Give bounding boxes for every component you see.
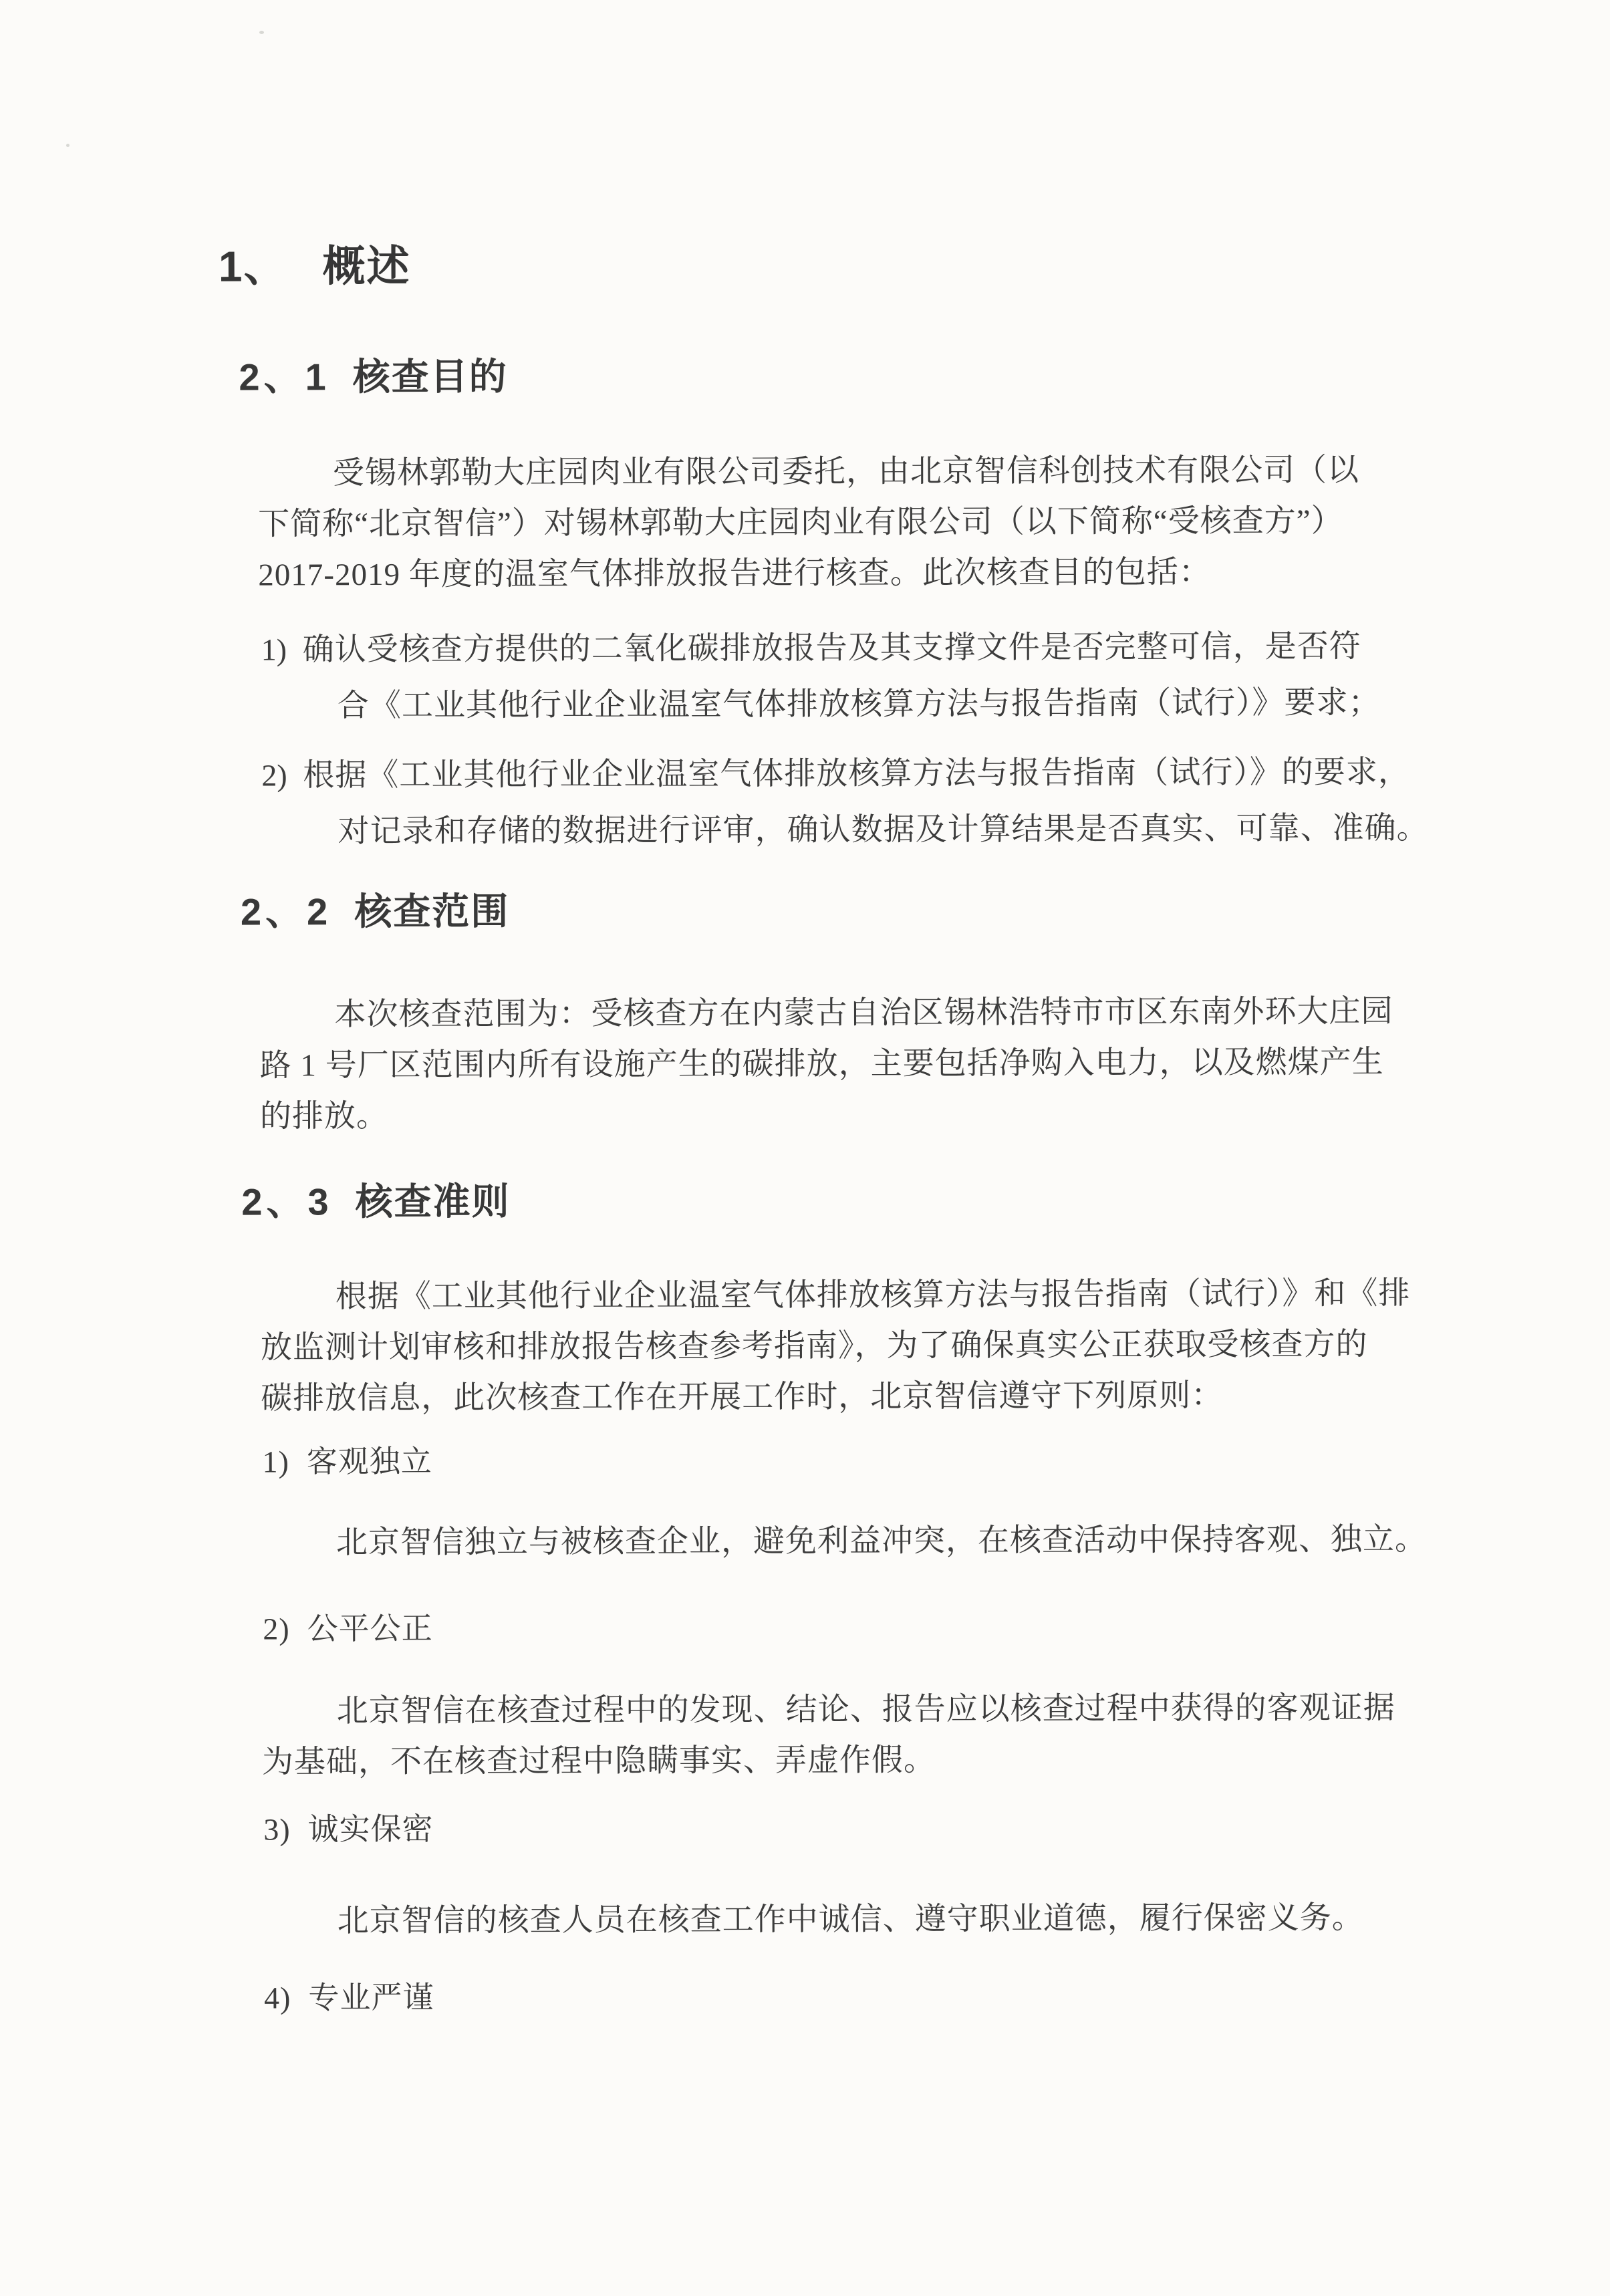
principle-3-paragraph — [263, 1892, 1364, 1946]
principle-heading-4 — [264, 1973, 434, 2018]
chapter-heading — [219, 232, 411, 294]
section-heading-scope — [241, 882, 510, 936]
paragraph-line: 北京智信的核查人员在核查工作中诚信、遵守职业道德，履行保密义务。 — [337, 1900, 1364, 1939]
section-heading-criteria — [241, 1172, 511, 1226]
principle-1-paragraph — [261, 1514, 1427, 1568]
section-title: 核查准则 — [355, 1180, 511, 1223]
principle-number: 2) — [263, 1612, 290, 1646]
list-item-line: 合《工业其他行业企业温室气体排放核算方法与报告指南（试行）》要求； — [337, 685, 1381, 724]
principle-heading-3 — [263, 1805, 434, 1849]
list-item-number: 2) — [261, 758, 287, 793]
purpose-list-item-2 — [259, 744, 1429, 860]
list-item-line: 根据《工业其他行业企业温室气体排放核算方法与报告指南（试行）》的要求， — [303, 755, 1410, 793]
section-title: 核查范围 — [354, 890, 510, 933]
paragraph-line: 北京智信独立与被核查企业，避免利益冲突，在核查活动中保持客观、独立。 — [336, 1522, 1428, 1561]
paragraph-line: 受锡林郭勒大庄园肉业有限公司委托，由北京智信科创技术有限公司（以 — [332, 453, 1359, 491]
principle-number: 1) — [262, 1444, 289, 1479]
principle-label: 客观独立 — [306, 1444, 432, 1479]
chapter-title: 概述 — [322, 241, 411, 291]
criteria-paragraph — [261, 1268, 1411, 1424]
paragraph-line: 的排放。 — [259, 1098, 389, 1134]
chapter-number: 1、 — [218, 242, 288, 291]
section-number: 2、1 — [239, 356, 330, 398]
paragraph-line: 2017-2019 年度的温室气体排放报告进行核查。此次核查目的包括： — [258, 555, 1211, 593]
paragraph-line: 为基础，不在核查过程中隐瞒事实、弄虚作假。 — [261, 1743, 936, 1780]
section-heading-purpose — [239, 347, 508, 401]
principle-number: 4) — [263, 1981, 291, 2015]
principle-label: 公平公正 — [307, 1611, 433, 1646]
section-title: 核查目的 — [352, 355, 508, 398]
principle-label: 诚实保密 — [307, 1811, 434, 1847]
paragraph-line: 北京智信在核查过程中的发现、结论、报告应以核查过程中获得的客观证据 — [336, 1690, 1395, 1729]
scope-paragraph — [259, 986, 1393, 1142]
paragraph-line: 路 1 号厂区范围内所有设施产生的碳排放，主要包括净购入电力，以及燃煤产生 — [259, 1045, 1384, 1083]
principle-heading-1 — [262, 1437, 432, 1482]
list-item-line: 确认受核查方提供的二氧化碳排放报告及其支撑文件是否完整可信，是否符 — [302, 629, 1361, 668]
section-number: 2、3 — [241, 1180, 333, 1223]
list-item-number: 1) — [261, 632, 287, 667]
section-number: 2、2 — [240, 890, 332, 933]
paragraph-line: 根据《工业其他行业企业温室气体排放核算方法与报告指南（试行）》和《排 — [335, 1276, 1411, 1315]
paragraph-line: 碳排放信息，此次核查工作在开展工作时，北京智信遵守下列原则： — [261, 1378, 1224, 1416]
purpose-list-item-1 — [259, 618, 1381, 734]
purpose-paragraph — [258, 444, 1360, 600]
principle-label: 专业严谨 — [308, 1980, 434, 2015]
paragraph-line: 放监测计划审核和排放报告核查参考指南》，为了确保真实公正获取受核查方的 — [260, 1327, 1368, 1366]
principle-number: 3) — [263, 1812, 291, 1847]
paragraph-line: 下简称“北京智信”）对锡林郭勒大庄园肉业有限公司（以下简称“受核查方”） — [258, 503, 1343, 542]
principle-2-paragraph — [262, 1682, 1395, 1787]
paragraph-line: 本次核查范围为：受核查方在内蒙古自治区锡林浩特市市区东南外环大庄园 — [334, 994, 1393, 1033]
list-item-line: 对记录和存储的数据进行评审，确认数据及计算结果是否真实、可靠、准确。 — [338, 811, 1429, 850]
principle-heading-2 — [263, 1604, 433, 1649]
